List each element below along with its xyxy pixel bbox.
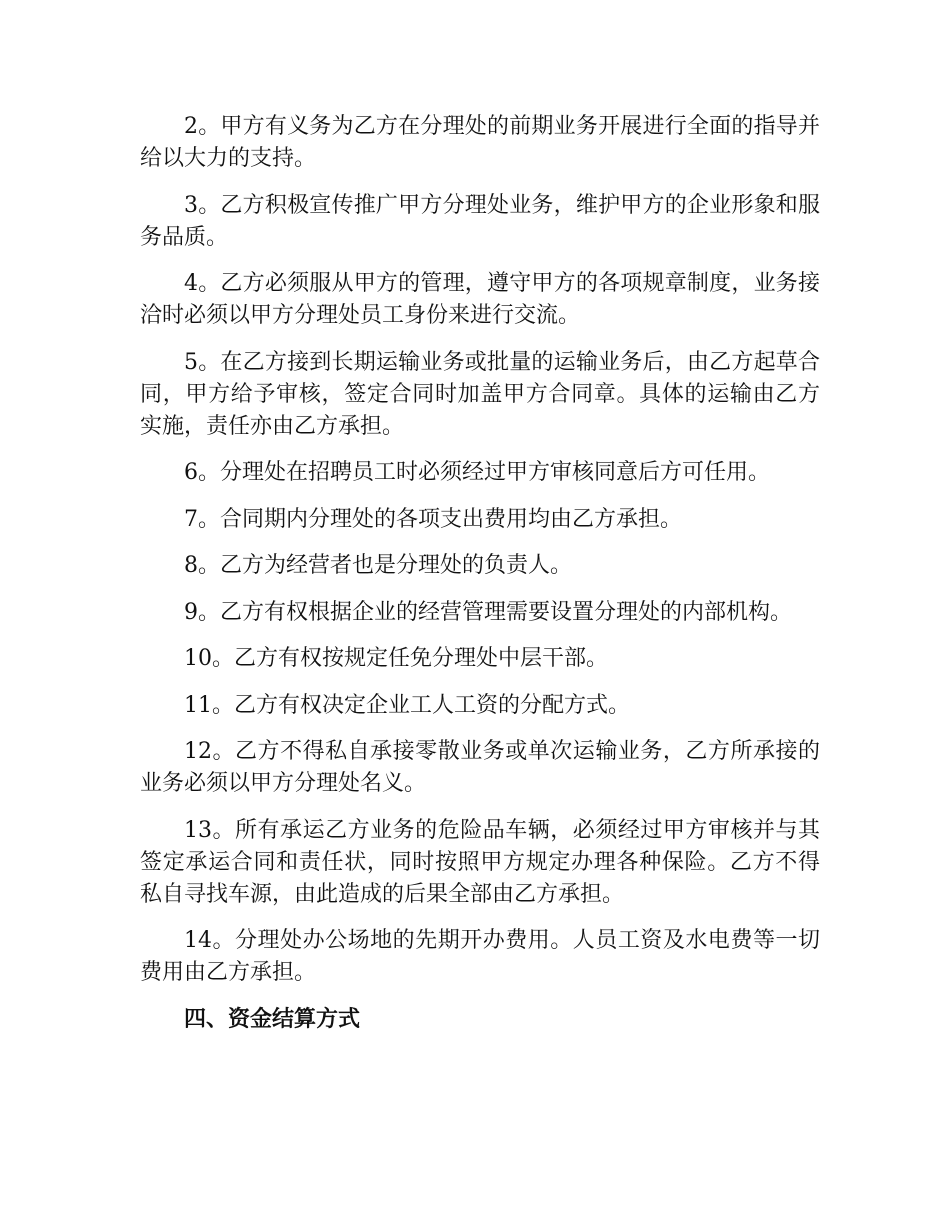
clause-11: 11。乙方有权决定企业工人工资的分配方式。	[184, 692, 630, 718]
clause-12: 12。乙方不得私自承接零散业务或单次运输业务，乙方所承接的业务必须以甲方分理处名义。	[140, 739, 820, 796]
clause-14: 14。分理处办公场地的先期开办费用。人员工资及水电费等一切费用由乙方承担。	[140, 928, 820, 985]
section-heading: 四、资金结算方式	[184, 1006, 361, 1032]
clause-7: 7。合同期内分理处的各项支出费用均由乙方承担。	[184, 506, 682, 532]
clause-5: 5。在乙方接到长期运输业务或批量的运输业务后，由乙方起草合同，甲方给予审核，签定合同时加盖甲方合同章。具体的运输由乙方实施，责任亦由乙方承担。	[140, 349, 820, 439]
clause-3: 3。乙方积极宣传推广甲方分理处业务，维护甲方的企业形象和服务品质。	[140, 192, 820, 250]
clause-8: 8。乙方为经营者也是分理处的负责人。	[184, 553, 572, 578]
document-body	[140, 111, 820, 1036]
clause-2: 2。甲方有义务为乙方在分理处的前期业务开展进行全面的指导并给以大力的支持。	[140, 114, 820, 171]
clause-10: 10。乙方有权按规定任免分理处中层干部。	[184, 646, 608, 671]
clause-9: 9。乙方有权根据企业的经营管理需要设置分理处的内部机构。	[184, 599, 792, 625]
clause-4: 4。乙方必须服从甲方的管理，遵守甲方的各项规章制度，业务接洽时必须以甲方分理处员工身份来进行交流。	[140, 271, 820, 328]
clause-13: 13。所有承运乙方业务的危险品车辆，必须经过甲方审核并与其签定承运合同和责任状，同时按照甲方规定办理各种保险。乙方不得私自寻找车源，由此造成的后果全部由乙方承担。	[140, 817, 820, 907]
clause-6: 6。分理处在招聘员工时必须经过甲方审核同意后方可任用。	[184, 460, 770, 485]
